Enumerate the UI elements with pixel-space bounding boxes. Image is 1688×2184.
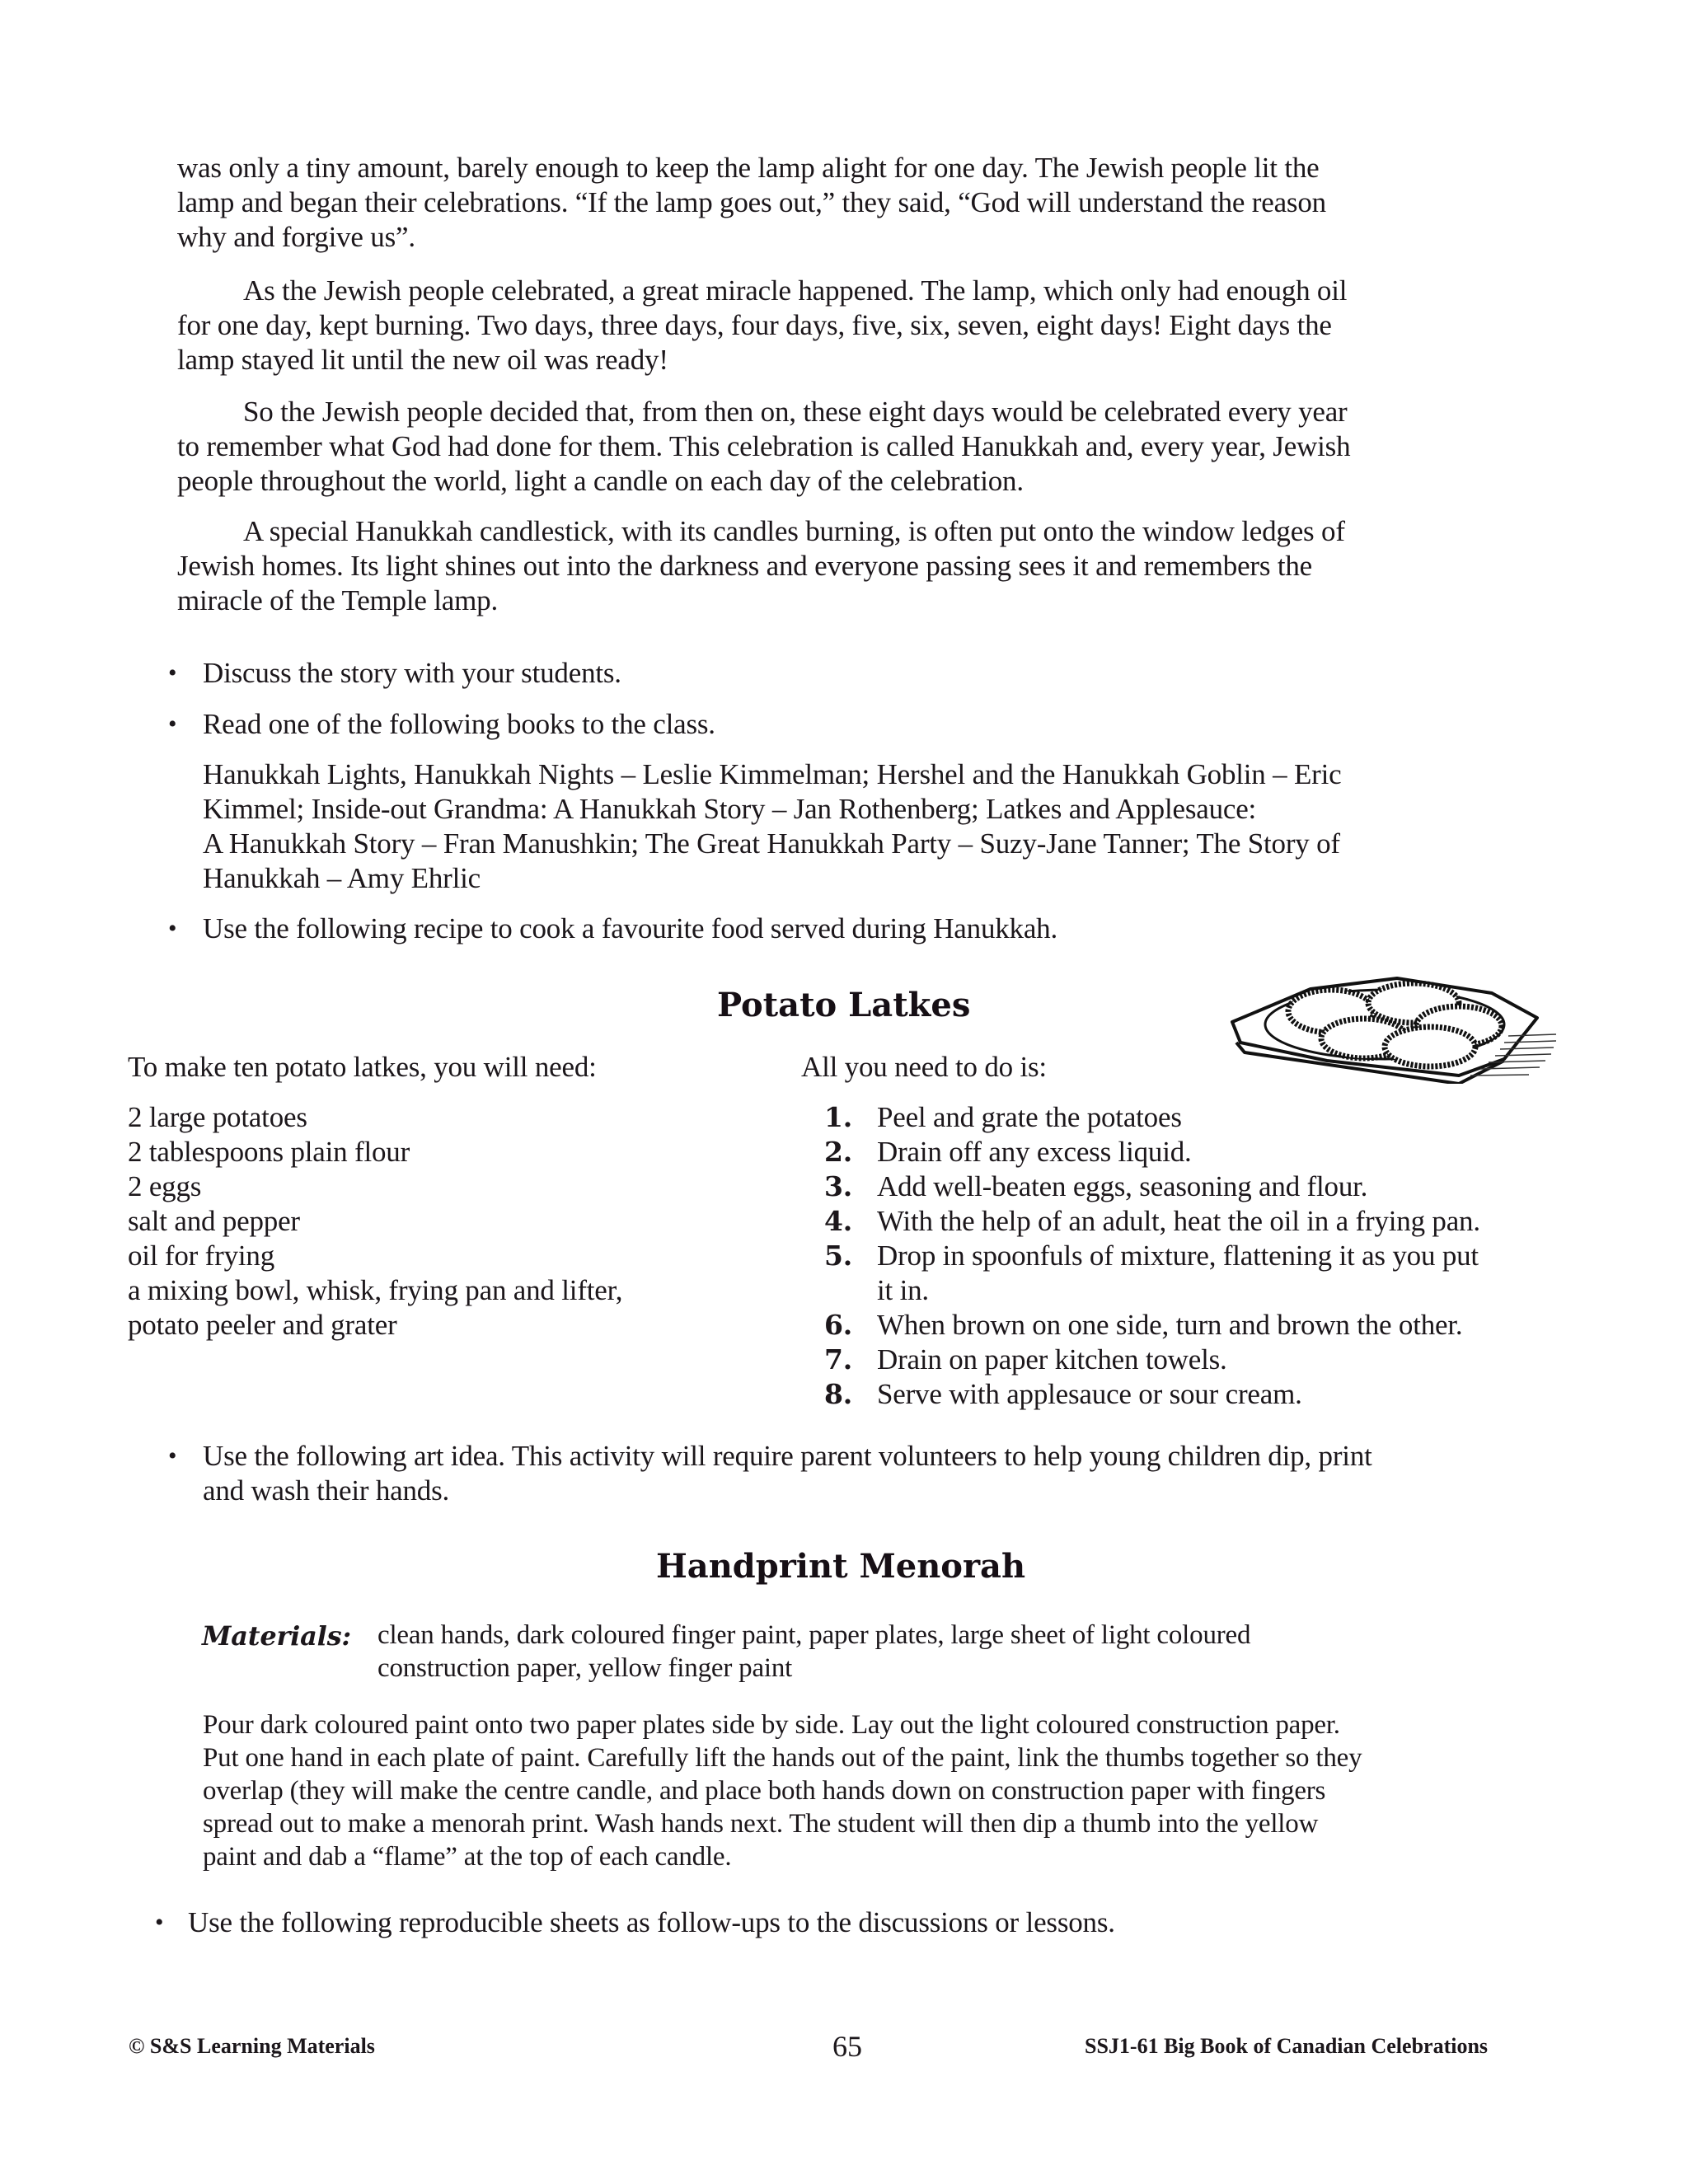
step-number: 5. [824, 1240, 853, 1272]
step-number: 3. [824, 1170, 853, 1202]
ingredient-item: oil for frying [128, 1240, 274, 1272]
ingredients-list [128, 1100, 622, 1343]
story-paragraph-2 [177, 274, 1562, 377]
ingredient-item: 2 eggs [128, 1170, 202, 1202]
step-number: 4. [824, 1205, 853, 1237]
text-line: A special Hanukkah candlestick, with its candles burning, is often put onto the window ledges of [243, 515, 1345, 547]
text-line: spread out to make a menorah print. Wash hands next. The student will then dip a thumb into the yellow [203, 1809, 1319, 1839]
footer-copyright: © S&S Learning Materials [129, 2034, 375, 2058]
ingredient-item: a mixing bowl, whisk, frying pan and lifter, [128, 1274, 623, 1306]
step-number: 1. [824, 1101, 853, 1133]
step-text: With the help of an adult, heat the oil in a frying pan. [877, 1205, 1480, 1237]
text-line: miracle of the Temple lamp. [177, 584, 498, 616]
text-line: lamp and began their celebrations. “If the lamp goes out,” they said, “God will understand the reason [177, 186, 1326, 218]
bullet-recipe-intro: Use the following recipe to cook a favourite food served during Hanukkah. [203, 912, 1058, 944]
text-line: Jewish homes. Its light shines out into the darkness and everyone passing sees it and remembers the [177, 550, 1313, 582]
plate-of-latkes-illustration [1212, 960, 1558, 1084]
ingredient-item: 2 large potatoes [128, 1101, 307, 1133]
text-line: Use the following art idea. This activity will require parent volunteers to help young children dip, print [203, 1440, 1372, 1472]
text-line: why and forgive us”. [177, 221, 415, 253]
bullet-icon: • [168, 659, 177, 687]
step-text: Drain off any excess liquid. [877, 1136, 1192, 1168]
story-paragraph-1 [177, 151, 1562, 255]
step-text: Drop in spoonfuls of mixture, flattening it as you put [877, 1240, 1479, 1272]
text-line: construction paper, yellow finger paint [377, 1653, 793, 1683]
bullet-read-books: Read one of the following books to the class. [203, 708, 715, 740]
step-text: it in. [877, 1274, 929, 1306]
craft-instructions [203, 1708, 1362, 1873]
story-paragraph-3 [177, 395, 1562, 499]
book-list-line: A Hanukkah Story – Fran Manushkin; The Great Hanukkah Party – Suzy-Jane Tanner; The Story of [203, 827, 1340, 860]
text-line: was only a tiny amount, barely enough to keep the lamp alight for one day. The Jewish people lit the [177, 152, 1320, 184]
footer-book-title: SSJ1-61 Big Book of Canadian Celebrations [1085, 2034, 1489, 2058]
bullet-icon: • [168, 915, 177, 942]
book-list-line: Hanukkah – Amy Ehrlic [203, 862, 481, 894]
bullet-icon: • [168, 710, 177, 738]
ingredients-heading: To make ten potato latkes, you will need: [128, 1051, 597, 1083]
materials-label: Materials: [202, 1620, 352, 1652]
step-number: 7. [824, 1343, 853, 1376]
text-line: Put one hand in each plate of paint. Carefully lift the hands out of the paint, link the thumbs together so they [203, 1743, 1362, 1773]
recipe-title: Potato Latkes [717, 986, 971, 1024]
step-text: Serve with applesauce or sour cream. [877, 1378, 1302, 1410]
book-list [203, 757, 1342, 896]
text-line: Pour dark coloured paint onto two paper plates side by side. Lay out the light coloured construction paper. [203, 1710, 1340, 1740]
text-line: and wash their hands. [203, 1474, 450, 1507]
text-line: to remember what God had done for them. This celebration is called Hanukkah and, every year, Jewish [177, 430, 1351, 462]
story-paragraph-4 [177, 514, 1562, 618]
step-text: When brown on one side, turn and brown the other. [877, 1309, 1463, 1341]
step-number: 6. [824, 1309, 853, 1341]
book-list-line: Hanukkah Lights, Hanukkah Nights – Leslie Kimmelman; Hershel and the Hanukkah Goblin – Eric [203, 758, 1342, 790]
bullet-followup: Use the following reproducible sheets as follow-ups to the discussions or lessons. [188, 1906, 1115, 1938]
text-line: people throughout the world, light a candle on each day of the celebration. [177, 465, 1024, 497]
step-text: Peel and grate the potatoes [877, 1101, 1182, 1133]
bullet-icon: • [168, 1442, 177, 1469]
text-line: So the Jewish people decided that, from then on, these eight days would be celebrated every year [243, 396, 1348, 428]
text-line: overlap (they will make the centre candle, and place both hands down on construction paper with fingers [203, 1776, 1326, 1806]
bullet-discuss: Discuss the story with your students. [203, 657, 621, 689]
craft-title: Handprint Menorah [656, 1547, 1026, 1586]
ingredient-item: potato peeler and grater [128, 1309, 397, 1341]
step-text: Drain on paper kitchen towels. [877, 1343, 1227, 1376]
steps-heading: All you need to do is: [801, 1051, 1047, 1083]
text-line: clean hands, dark coloured finger paint, paper plates, large sheet of light coloured [377, 1620, 1251, 1650]
text-line: paint and dab a “flame” at the top of each candle. [203, 1842, 732, 1872]
page-number: 65 [832, 2030, 862, 2063]
bullet-icon: • [155, 1909, 164, 1936]
ingredient-item: salt and pepper [128, 1205, 300, 1237]
text-line: As the Jewish people celebrated, a great miracle happened. The lamp, which only had enough oil [243, 274, 1348, 307]
book-list-line: Kimmel; Inside-out Grandma: A Hanukkah Story – Jan Rothenberg; Latkes and Applesauce: [203, 793, 1257, 825]
step-text: Add well-beaten eggs, seasoning and flour. [877, 1170, 1368, 1202]
bullet-art-intro [203, 1439, 1372, 1508]
text-line: lamp stayed lit until the new oil was ready! [177, 344, 668, 376]
materials-list [377, 1619, 1250, 1685]
ingredient-item: 2 tablespoons plain flour [128, 1136, 410, 1168]
step-number: 8. [824, 1378, 853, 1410]
text-line: for one day, kept burning. Two days, three days, four days, five, six, seven, eight days! Eight days the [177, 309, 1332, 341]
step-number: 2. [824, 1136, 853, 1168]
